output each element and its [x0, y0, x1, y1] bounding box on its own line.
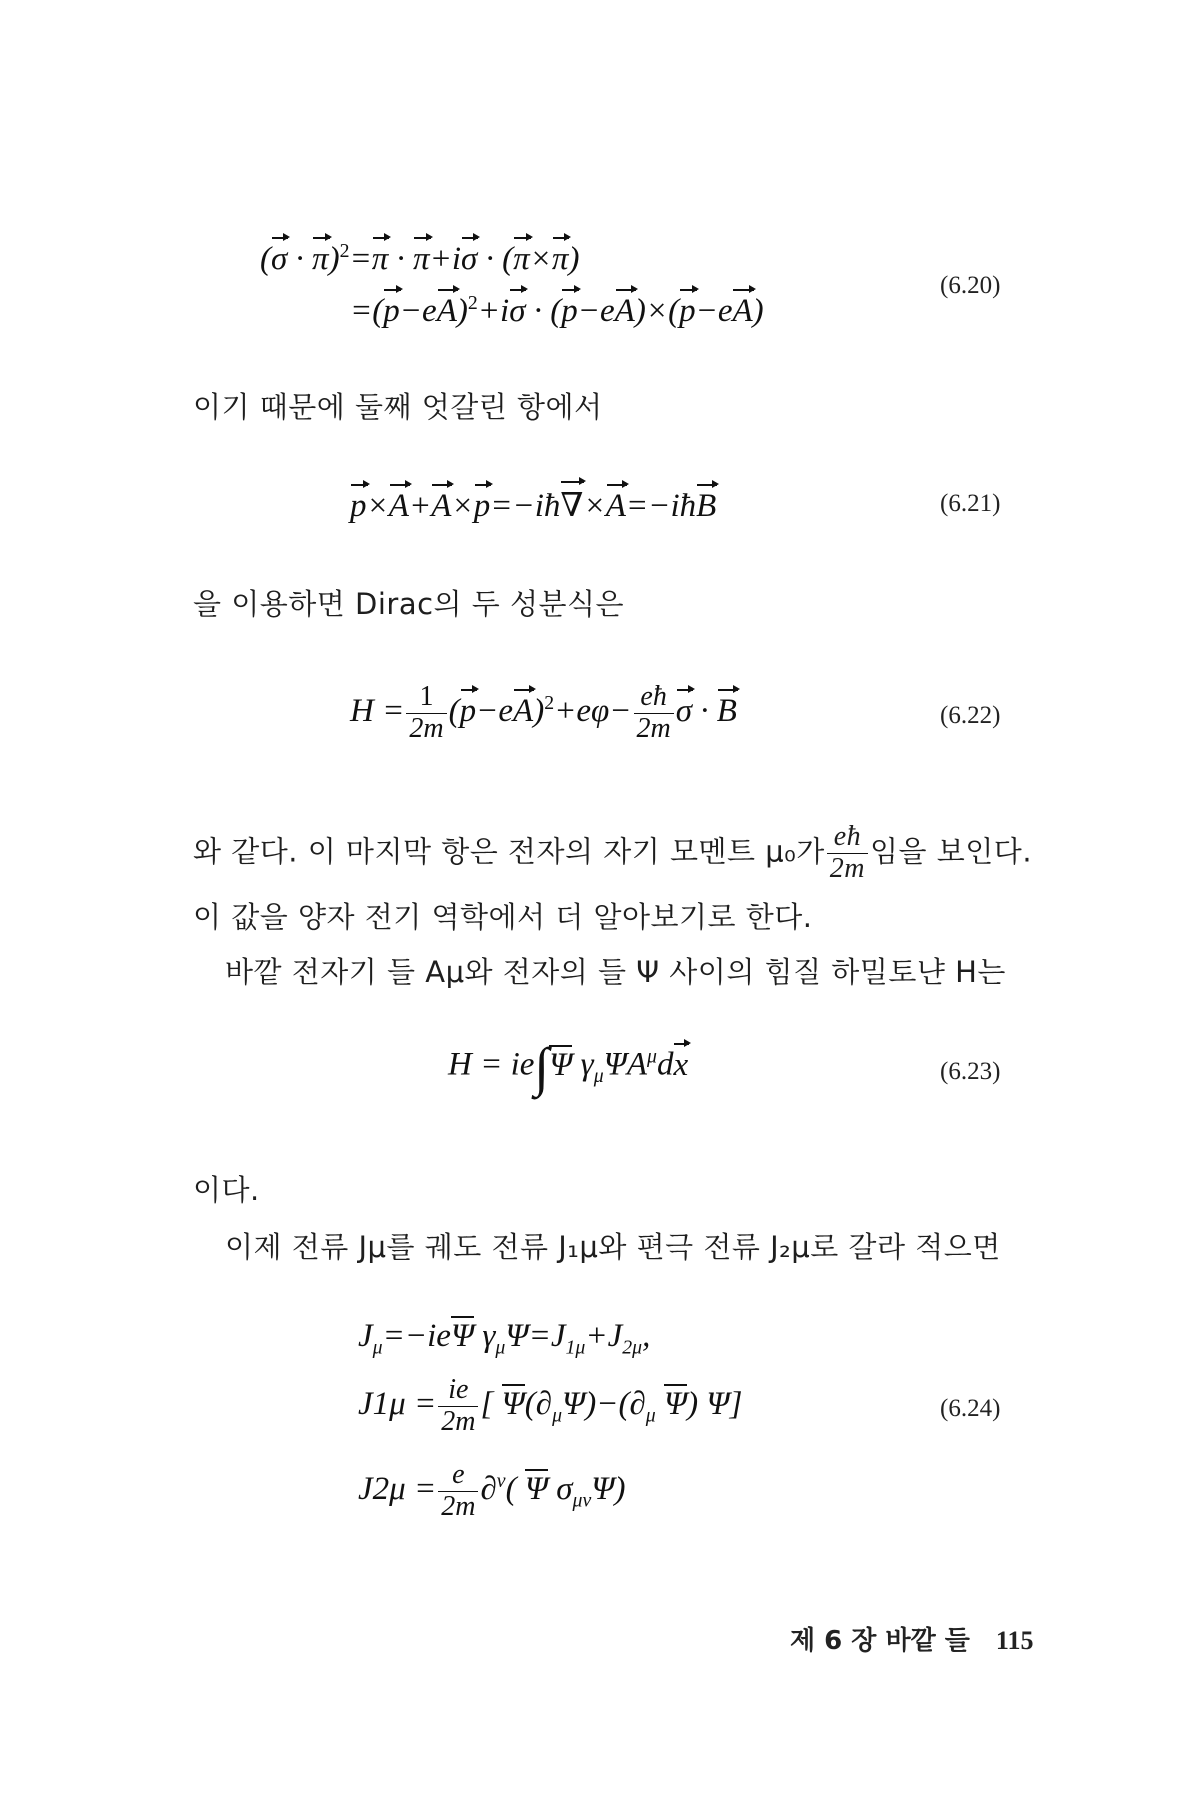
paragraph-6: 이다. — [193, 1173, 260, 1207]
equation-6-24-line1: $J_\mu=-ie\Psi$ $\gamma_\mu\Psi=J_{1\mu}+J_{2\mu}$, — [358, 1318, 651, 1359]
eq624-fraction-1: $\frac{ie}{2m}$ — [438, 1375, 478, 1438]
equation-6-21: p×A+A×p=−iħ∇×A=−iħB — [350, 485, 716, 525]
chapter-title: 제 6 장 바깥 들 — [790, 1626, 970, 1656]
equation-number-6-22: (6.22) — [940, 702, 1001, 729]
equation-6-20-line2: $=(p-eA)^2+i\sigma \cdot (p-eA)\times(p-eA)$ — [350, 292, 764, 329]
equation-6-24-line3: J2μ = $\frac{e}{2m}$ ∂$^\nu$( Ψ $\sigma_{\mu\nu}\Psi$) — [358, 1459, 626, 1522]
integral-sign: ∫ — [534, 1037, 550, 1097]
equation-number-6-20: (6.20) — [940, 272, 1001, 299]
eq622-fraction-1: $\frac{1}{2m}$ — [406, 682, 446, 745]
equation-6-24-line2: J1μ = $\frac{ie}{2m}$ [ $\Psi(\partial_\mu\Psi)-(\partial_\mu$ Ψ) Ψ] — [358, 1374, 743, 1437]
equation-number-6-21: (6.21) — [940, 490, 1001, 517]
page-footer — [790, 1620, 1033, 1657]
paragraph-5: 바깥 전자기 들 Aμ와 전자의 들 Ψ 사이의 힘질 하밀토냔 H는 — [225, 955, 1006, 989]
paragraph-3-part-a: 와 같다. 이 마지막 항은 전자의 자기 모멘트 μ₀가 — [193, 834, 825, 869]
magnetic-moment-fraction: $\frac{eħ}{2m}$ — [827, 822, 868, 885]
eq622-lhs: H = — [350, 692, 405, 729]
equation-6-20-line1: $(\sigma \cdot \pi)^2=\pi \cdot \pi+i\sigma \cdot (\pi\times\pi)$ — [260, 240, 580, 277]
equation-number-6-23: (6.23) — [940, 1058, 1001, 1085]
paragraph-3 — [193, 822, 1032, 885]
paragraph-3-part-b: 임을 보인다. — [870, 834, 1033, 869]
page-number: 115 — [995, 1626, 1034, 1655]
paragraph-2: 을 이용하면 Dirac의 두 성분식은 — [193, 587, 625, 621]
paragraph-7: 이제 전류 Jμ를 궤도 전류 J₁μ와 편극 전류 J₂μ로 갈라 적으면 — [225, 1230, 1001, 1264]
eq622-fraction-2: $\frac{eħ}{2m}$ — [634, 682, 674, 745]
eq624-fraction-2: $\frac{e}{2m}$ — [438, 1460, 478, 1523]
equation-6-23: H = ie∫Ψ $\gamma_\mu\Psi A^\mu dx$ — [448, 1037, 689, 1097]
equation-number-6-24: (6.24) — [940, 1395, 1001, 1422]
paragraph-4: 이 값을 양자 전기 역학에서 더 알아보기로 한다. — [193, 900, 813, 934]
equation-6-22: H = $\frac{1}{2m}$ $(p-eA)^2+e\varphi-$ $\frac{eħ}{2m}$ σ · B — [350, 681, 737, 744]
paragraph-1: 이기 때문에 둘째 엇갈린 항에서 — [193, 390, 603, 424]
